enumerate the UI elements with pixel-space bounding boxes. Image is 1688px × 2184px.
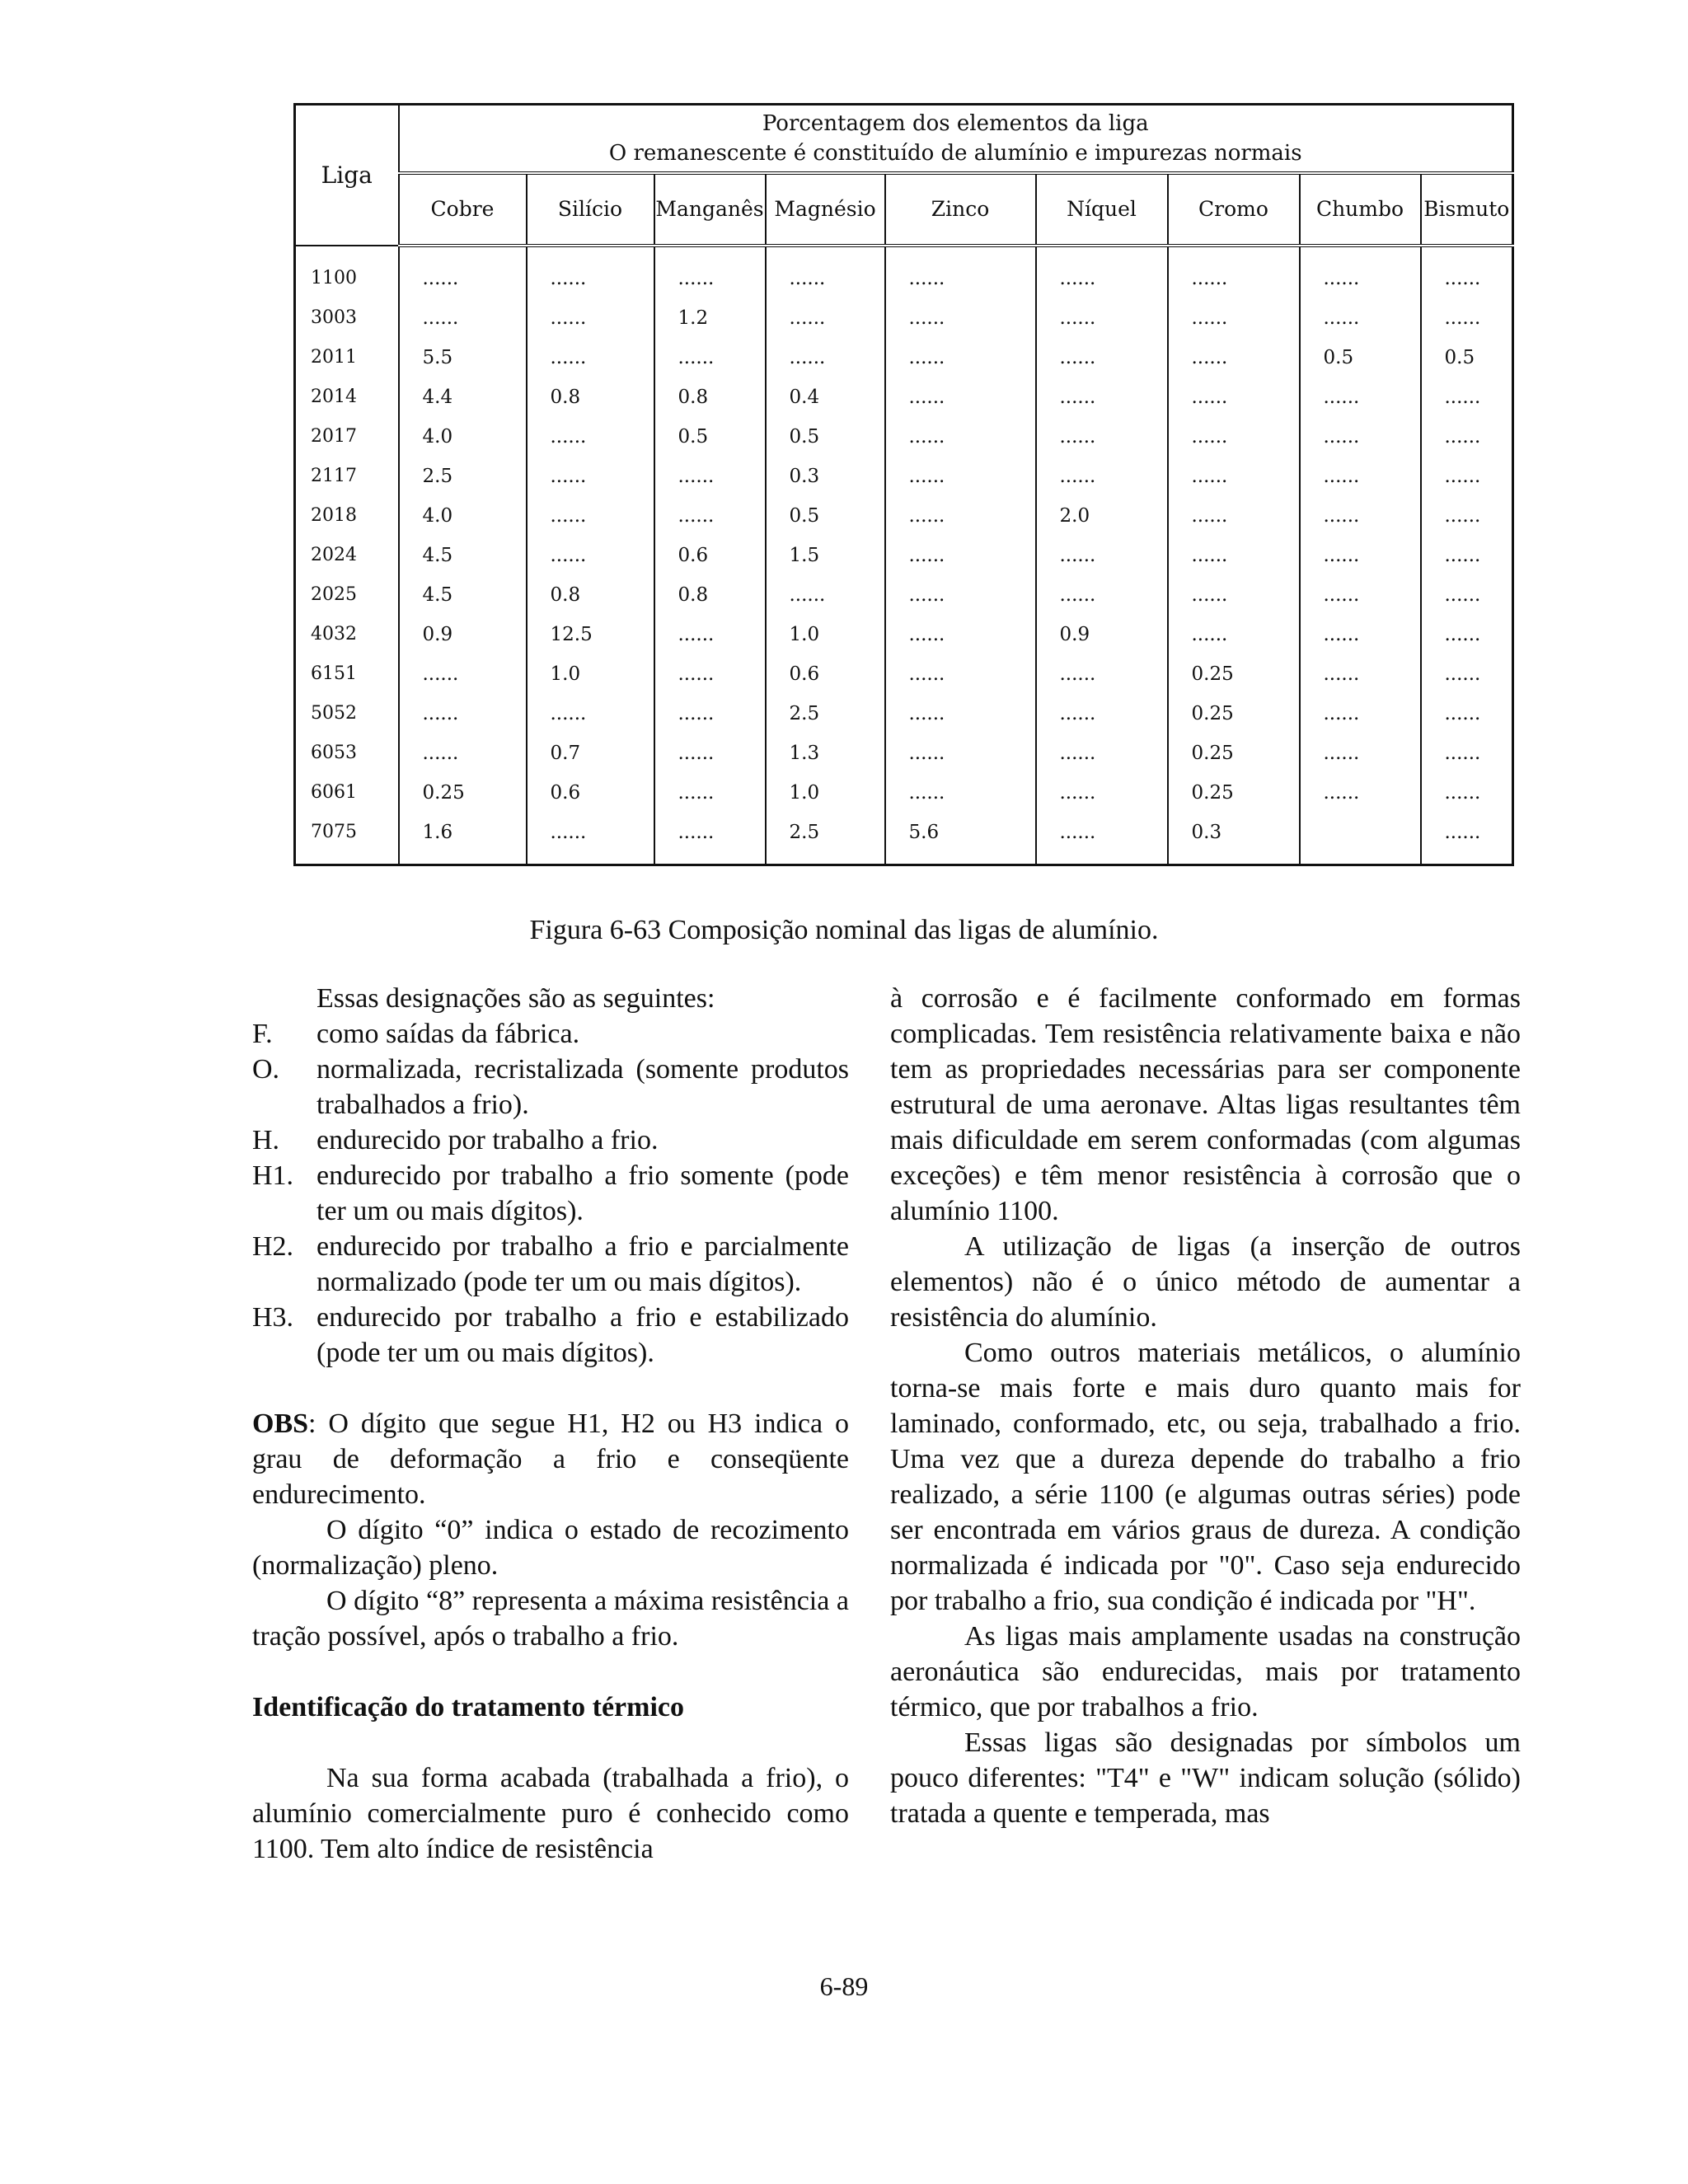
designation-description: normalizada, recristalizada (somente produtos trabalhados a frio). [316,1054,849,1120]
designation-code: H2. [252,1231,294,1262]
table-cell: ...... [1036,377,1168,417]
table-cell: ...... [1036,694,1168,733]
alloy-code: 3003 [295,298,399,338]
table-cell: ...... [1421,733,1513,773]
table-cell: 4.0 [399,417,527,457]
table-cell: ...... [1421,536,1513,575]
alloy-code: 2017 [295,417,399,457]
table-cell: 4.4 [399,377,527,417]
table-cell: ...... [1036,417,1168,457]
table-cell: ...... [1036,246,1168,298]
table-row [295,246,1513,298]
table-cell: 0.6 [654,536,766,575]
alloy-composition-table [293,103,1514,866]
alloy-code: 2025 [295,575,399,615]
table-cell: 2.5 [766,813,885,865]
table-cell: 0.4 [766,377,885,417]
table-cell: ...... [1300,377,1421,417]
table-cell: ...... [1300,298,1421,338]
table-cell: ...... [654,773,766,813]
table-cell: 12.5 [527,615,654,654]
column-header: Zinco [885,173,1036,246]
table-cell: ...... [527,813,654,865]
table-row [295,298,1513,338]
designation-item [252,1300,849,1371]
column-header: Cobre [399,173,527,246]
table-cell: 1.0 [527,654,654,694]
table-cell: ...... [885,457,1036,496]
table-cell: ...... [885,773,1036,813]
table-cell: ...... [1300,417,1421,457]
table-cell: 2.0 [1036,496,1168,536]
alloy-code: 5052 [295,694,399,733]
table-cell: ...... [1036,813,1168,865]
table-cell: ...... [1421,654,1513,694]
column-header: Níquel [1036,173,1168,246]
alloy-code: 1100 [295,246,399,298]
table-cell: 0.25 [1168,694,1300,733]
alloy-code: 6053 [295,733,399,773]
table-cell: 2.5 [399,457,527,496]
table-cell: ...... [1421,773,1513,813]
table-cell: ...... [399,694,527,733]
table-cell: 0.6 [766,654,885,694]
table-cell: 4.5 [399,536,527,575]
alloy-code: 4032 [295,615,399,654]
alloy-code: 7075 [295,813,399,865]
table-cell: ...... [1036,733,1168,773]
table-cell: ...... [527,298,654,338]
table-cell: 0.9 [1036,615,1168,654]
obs-text: : O dígito que segue H1, H2 ou H3 indica o grau de deformação a frio e conseqüente endurecimento. [252,1408,849,1510]
table-cell: ...... [654,694,766,733]
table-cell: ...... [1168,575,1300,615]
table-cell: ...... [1036,536,1168,575]
paragraph-cold-work: Como outros materiais metálicos, o alumínio torna-se mais forte e mais duro quanto mais for laminado, conformado, etc, ou seja, trabalhado a frio. Uma vez que a dureza depende do trabalho a frio realizado, a série 1100 (e algumas outras séries) pode ser encontrada em vários graus de dureza. A condição normalizada é indicada por "0". Caso seja endurecido por trabalho a frio, sua condição é indicada por "H". [890,1338,1521,1616]
table-cell: ...... [654,813,766,865]
designation-description: endurecido por trabalho a frio e estabilizado (pode ter um ou mais dígitos). [316,1302,849,1368]
table-row [295,536,1513,575]
table-row [295,496,1513,536]
table-cell: 1.0 [766,773,885,813]
paragraph-designation-symbols: Essas ligas são designadas por símbolos um pouco diferentes: "T4" e "W" indicam solução (sólido) tratada a quente e temperada, mas [890,1727,1521,1829]
table-cell: ...... [527,536,654,575]
table-row [295,773,1513,813]
table-cell: ...... [1421,694,1513,733]
table-cell: ...... [885,338,1036,377]
table-cell: ...... [399,246,527,298]
column-header: Chumbo [1300,173,1421,246]
table-cell: ...... [1168,457,1300,496]
table-cell: ...... [1300,246,1421,298]
table-row [295,417,1513,457]
table-cell: ...... [1168,615,1300,654]
table-cell: ...... [527,694,654,733]
column-header: Silício [527,173,654,246]
table-cell: 1.0 [766,615,885,654]
table-cell: ...... [399,298,527,338]
table-cell: 4.0 [399,496,527,536]
table-cell: 0.8 [527,377,654,417]
table-cell: 0.8 [654,377,766,417]
table-cell: ...... [1421,298,1513,338]
table-row [295,457,1513,496]
table-cell: 2.5 [766,694,885,733]
table-cell: 0.6 [527,773,654,813]
table-cell: ...... [1300,575,1421,615]
table-cell: ...... [654,246,766,298]
table-cell: ...... [1036,773,1168,813]
table-cell: ...... [527,246,654,298]
table-cell: ...... [885,733,1036,773]
table-cell: ...... [1036,298,1168,338]
table-cell: ...... [527,417,654,457]
header-percentage-line2: O remanescente é constituído de alumínio e impurezas normais [608,140,1302,166]
header-liga: Liga [295,105,399,246]
table-cell: ...... [527,496,654,536]
designation-item [252,1122,849,1158]
table-cell: 0.25 [1168,733,1300,773]
figure-caption: Figura 6-63 Composição nominal das ligas de alumínio. [529,915,1159,945]
table-cell: ...... [1300,457,1421,496]
table-cell: ...... [766,575,885,615]
table-cell [1300,813,1421,865]
table-cell: ...... [1421,813,1513,865]
table-cell: 0.7 [527,733,654,773]
table-row [295,654,1513,694]
table-cell: ...... [527,457,654,496]
table-cell: ...... [1300,615,1421,654]
table-cell: ...... [885,246,1036,298]
designation-item [252,1016,849,1052]
table-cell: 0.8 [527,575,654,615]
paragraph-corrosion: à corrosão e é facilmente conformado em formas complicadas. Tem resistência relativamente baixa e não tem as propriedades necessárias para ser componente estrutural de uma aeronave. Altas ligas resultantes têm mais dificuldade em serem conformadas (com algumas exceções) e têm menor resistência à corrosão que o alumínio 1100. [890,983,1521,1226]
header-percentage [399,105,1513,173]
table-cell: ...... [1168,377,1300,417]
table-row [295,813,1513,865]
table-cell: ...... [654,654,766,694]
table-cell: ...... [885,654,1036,694]
column-header: Cromo [1168,173,1300,246]
table-cell: ...... [1300,536,1421,575]
table-row [295,615,1513,654]
table-cell: ...... [399,654,527,694]
element-header-row [295,173,1513,246]
table-cell: 0.5 [766,417,885,457]
table-row [295,338,1513,377]
table-cell: ...... [885,615,1036,654]
designation-code: F. [252,1019,273,1049]
table-cell: ...... [527,338,654,377]
table-cell: ...... [1036,457,1168,496]
table-cell: ...... [1300,694,1421,733]
right-column [890,981,1521,1831]
table-cell: ...... [885,575,1036,615]
column-header: Magnésio [766,173,885,246]
table-row [295,694,1513,733]
table-row [295,575,1513,615]
designation-item [252,1158,849,1229]
table-row [295,733,1513,773]
table-cell: ...... [766,246,885,298]
table-cell: ...... [766,338,885,377]
table-cell: ...... [1421,246,1513,298]
table-cell: 1.5 [766,536,885,575]
designation-code: O. [252,1054,280,1085]
table-cell: 0.3 [766,457,885,496]
table-cell: ...... [1168,417,1300,457]
table-cell: ...... [1421,615,1513,654]
column-header: Manganês [654,173,766,246]
table-header [295,105,1513,246]
designation-code: H. [252,1125,280,1155]
alloy-code: 2011 [295,338,399,377]
designations-intro: Essas designações são as seguintes: [316,983,715,1014]
table-cell: 4.5 [399,575,527,615]
table-cell: ...... [1168,246,1300,298]
alloy-code: 2024 [295,536,399,575]
designation-code: H3. [252,1302,294,1333]
table-cell: 0.5 [1300,338,1421,377]
table-cell: ...... [1036,338,1168,377]
table-cell: ...... [1168,298,1300,338]
designation-item [252,1052,849,1122]
left-column [252,981,849,1867]
table-cell: 1.2 [654,298,766,338]
table-cell: 0.9 [399,615,527,654]
table-cell: ...... [1421,575,1513,615]
column-header: Bismuto [1421,173,1513,246]
designation-description: endurecido por trabalho a frio somente (pode ter um ou mais dígitos). [316,1160,849,1226]
table-cell: ...... [1300,496,1421,536]
table-cell: ...... [1168,338,1300,377]
table-body [295,246,1513,865]
header-percentage-line1: Porcentagem dos elementos da liga [762,110,1149,136]
table-cell: ...... [885,496,1036,536]
paragraph-digit-eight: O dígito “8” representa a máxima resistência a tração possível, após o trabalho a frio. [252,1586,849,1652]
designation-code: H1. [252,1160,294,1191]
paragraph-heat-treatment: As ligas mais amplamente usadas na construção aeronáutica são endurecidas, mais por tratamento térmico, que por trabalhos a frio. [890,1621,1521,1722]
paragraph-finished-form: Na sua forma acabada (trabalhada a frio), o alumínio comercialmente puro é conhecido como 1100. Tem alto índice de resistência [252,1763,849,1864]
table-cell: ...... [1300,654,1421,694]
table-cell: ...... [1421,496,1513,536]
obs-paragraph [252,1406,849,1512]
table-cell: 5.6 [885,813,1036,865]
table-cell: ...... [885,536,1036,575]
paragraph-alloy-use: A utilização de ligas (a inserção de outros elementos) não é o único método de aumentar a resistência do alumínio. [890,1231,1521,1333]
table-cell: ...... [654,615,766,654]
table-cell: 0.5 [654,417,766,457]
table-cell: ...... [1421,377,1513,417]
table-cell: ...... [885,377,1036,417]
table-cell: 0.25 [399,773,527,813]
table-cell: ...... [1421,417,1513,457]
table-cell: ...... [654,457,766,496]
table-cell: ...... [1300,773,1421,813]
alloy-code: 2014 [295,377,399,417]
designation-list [252,1016,849,1371]
table-cell: ...... [654,496,766,536]
section-heading: Identificação do tratamento térmico [252,1692,685,1722]
table-cell: 0.25 [1168,654,1300,694]
table-cell: ...... [1421,457,1513,496]
table-cell: ...... [654,733,766,773]
table-cell: 0.8 [654,575,766,615]
table-cell: ...... [654,338,766,377]
table-cell: 0.25 [1168,773,1300,813]
designation-description: como saídas da fábrica. [316,1019,580,1049]
table-row [295,377,1513,417]
table-cell: ...... [1036,575,1168,615]
alloy-code: 6061 [295,773,399,813]
alloy-code: 2018 [295,496,399,536]
table-cell: ...... [1168,496,1300,536]
table-cell: 1.3 [766,733,885,773]
table-cell: 1.6 [399,813,527,865]
table-cell: 0.3 [1168,813,1300,865]
alloy-code: 2117 [295,457,399,496]
page-number: 6-89 [819,1971,869,2001]
table-cell: ...... [399,733,527,773]
table-cell: ...... [885,694,1036,733]
alloy-code: 6151 [295,654,399,694]
table-cell: ...... [1300,733,1421,773]
table-cell: 0.5 [1421,338,1513,377]
table-cell: ...... [766,298,885,338]
table-cell: 0.5 [766,496,885,536]
table-cell: ...... [885,417,1036,457]
table-cell: ...... [885,298,1036,338]
paragraph-digit-zero: O dígito “0” indica o estado de recozimento (normalização) pleno. [252,1515,849,1581]
designation-item [252,1229,849,1300]
table-cell: 5.5 [399,338,527,377]
table-cell: ...... [1036,654,1168,694]
designation-description: endurecido por trabalho a frio e parcialmente normalizado (pode ter um ou mais dígitos). [316,1231,849,1297]
obs-label: OBS [252,1408,309,1439]
designation-description: endurecido por trabalho a frio. [316,1125,659,1155]
table-cell: ...... [1168,536,1300,575]
